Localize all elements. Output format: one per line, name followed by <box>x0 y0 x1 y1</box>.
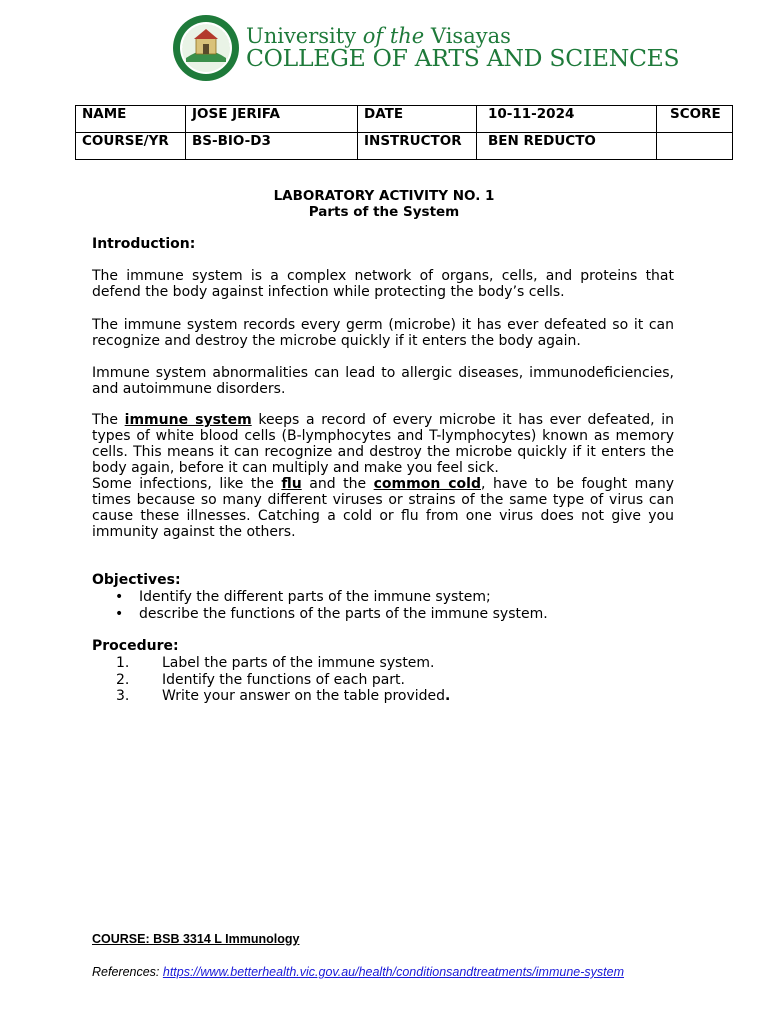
common-cold-keyword: common cold <box>373 476 481 492</box>
references <box>92 965 624 979</box>
score-value <box>657 133 733 160</box>
intro-paragraph-3: Immune system abnormalities can lead to allergic diseases, immunodeficiencies, and autoimmune disorders. <box>92 365 674 397</box>
table-row <box>76 133 733 160</box>
university-seal-icon <box>172 14 240 82</box>
name-label: NAME <box>76 106 186 133</box>
activity-title: LABORATORY ACTIVITY NO. 1 <box>273 188 495 204</box>
bullet-icon: • <box>115 589 124 605</box>
intro-paragraph-1: The immune system is a complex network of organs, cells, and proteins that defend the body against infection while protecting the body’s cells. <box>92 268 674 300</box>
objectives-list <box>92 589 674 622</box>
activity-subtitle: Parts of the System <box>308 204 460 220</box>
intro-paragraph-2: The immune system records every germ (microbe) it has ever defeated so it can recognize and destroy the microbe quickly if it enters the body again. <box>92 317 674 349</box>
score-label: SCORE <box>657 106 733 133</box>
university-name: University of the Visayas <box>246 24 511 48</box>
letterhead <box>172 14 680 82</box>
list-item: • describe the functions of the parts of the immune system. <box>115 605 548 622</box>
list-item: 1. Label the parts of the immune system. <box>116 655 435 671</box>
course-yr-label: COURSE/YR <box>76 133 186 160</box>
course-yr-value: BS-BIO-D3 <box>186 133 358 160</box>
procedure-list <box>92 655 674 705</box>
list-item: • Identify the different parts of the immune system; <box>115 589 491 605</box>
student-info-table <box>75 105 733 160</box>
date-label: DATE <box>358 106 477 133</box>
procedure-heading: Procedure: <box>92 638 179 654</box>
list-item: 3. Write your answer on the table provided. <box>116 688 451 704</box>
name-value: JOSE JERIFA <box>186 106 358 133</box>
objectives-heading: Objectives: <box>92 572 181 588</box>
reference-link[interactable]: https://www.betterhealth.vic.gov.au/health/conditionsandtreatments/immune-system <box>162 965 624 979</box>
college-name: COLLEGE OF ARTS AND SCIENCES <box>246 44 680 72</box>
references-label: References: <box>92 965 163 979</box>
instructor-label: INSTRUCTOR <box>358 133 477 160</box>
table-row <box>76 106 733 133</box>
list-item: 2. Identify the functions of each part. <box>116 671 405 688</box>
intro-paragraph-4: The immune system keeps a record of every microbe it has ever defeated, in types of white blood cells (B-lymphocytes and T-lymphocytes) known as memory cells. This means it can recognize and destroy the microbe quickly if it enters the body again, before it can multiply and make you feel sick. <box>92 412 674 476</box>
flu-keyword: flu <box>281 476 302 492</box>
instructor-value: BEN REDUCTO <box>477 133 657 160</box>
date-value: 10-11-2024 <box>477 106 657 133</box>
intro-paragraph-5: Some infections, like the flu and the common cold, have to be fought many times because so many different viruses or strains of the same type of virus can cause these illnesses. Catching a cold or flu from one virus does not give you immunity against the others. <box>92 476 674 540</box>
bullet-icon: • <box>115 605 124 622</box>
immune-system-keyword: immune system <box>124 412 252 428</box>
introduction-heading: Introduction: <box>92 236 196 252</box>
course-code: COURSE: BSB 3314 L Immunology <box>92 932 300 946</box>
